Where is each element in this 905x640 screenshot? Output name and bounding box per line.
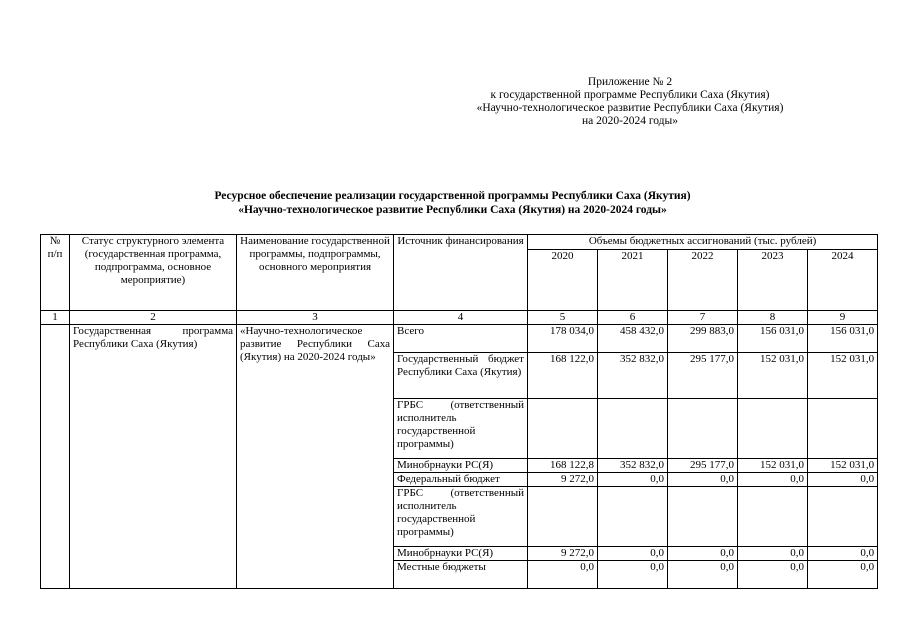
header-year: 2021 (598, 250, 668, 311)
column-number: 7 (668, 311, 738, 325)
value-cell: 0,0 (668, 473, 738, 487)
value-cell: 0,0 (808, 473, 878, 487)
header-status: Статус структурного элемента (государственная программа, подпрограмма, основное мероприятие) (70, 235, 237, 311)
header-source: Источник финансирования (394, 235, 528, 311)
appendix-header (440, 76, 820, 128)
header-year: 2024 (808, 250, 878, 311)
source-cell: Минобрнауки РС(Я) (394, 547, 528, 561)
value-cell: 156 031,0 (808, 325, 878, 353)
header-year: 2023 (738, 250, 808, 311)
value-cell: 0,0 (598, 547, 668, 561)
value-cell (668, 399, 738, 459)
column-number: 3 (237, 311, 394, 325)
value-cell: 0,0 (808, 547, 878, 561)
value-cell: 0,0 (668, 561, 738, 589)
value-cell: 458 432,0 (598, 325, 668, 353)
column-number: 4 (394, 311, 528, 325)
value-cell: 152 031,0 (808, 353, 878, 399)
value-cell: 156 031,0 (738, 325, 808, 353)
row-number-cell (41, 325, 70, 589)
value-cell (528, 399, 598, 459)
value-cell: 168 122,8 (528, 459, 598, 473)
value-cell: 152 031,0 (738, 353, 808, 399)
value-cell: 152 031,0 (808, 459, 878, 473)
document-title (60, 189, 845, 217)
value-cell: 0,0 (668, 547, 738, 561)
appendix-line: Приложение № 2 (587, 76, 673, 88)
value-cell: 0,0 (528, 561, 598, 589)
value-cell (598, 399, 668, 459)
source-cell: Минобрнауки РС(Я) (394, 459, 528, 473)
value-cell: 168 122,0 (528, 353, 598, 399)
source-cell: Государственный бюджет Республики Саха (Якутия) (394, 353, 528, 399)
value-cell: 0,0 (738, 561, 808, 589)
column-number: 8 (738, 311, 808, 325)
title-line: «Научно-технологическое развитие Республики Саха (Якутия) на 2020-2024 годы» (238, 204, 667, 216)
value-cell: 152 031,0 (738, 459, 808, 473)
value-cell: 352 832,0 (598, 353, 668, 399)
column-number: 2 (70, 311, 237, 325)
value-cell: 299 883,0 (668, 325, 738, 353)
appendix-line: на 2020-2024 годы» (581, 115, 678, 127)
column-number: 6 (598, 311, 668, 325)
value-cell: 295 177,0 (668, 459, 738, 473)
appendix-line: к государственной программе Республики Саха (Якутия) (490, 89, 770, 101)
header-num: № п/п (41, 235, 70, 311)
status-cell: Государственная программа Республики Саха (Якутия) (70, 325, 237, 589)
value-cell (808, 487, 878, 547)
value-cell (808, 399, 878, 459)
source-cell: Всего (394, 325, 528, 353)
value-cell: 0,0 (598, 561, 668, 589)
value-cell (528, 487, 598, 547)
value-cell: 9 272,0 (528, 547, 598, 561)
value-cell (738, 487, 808, 547)
header-name: Наименование государственной программы, подпрограммы, основного мероприятия (237, 235, 394, 311)
value-cell: 0,0 (738, 473, 808, 487)
value-cell: 178 034,0 (528, 325, 598, 353)
source-cell: ГРБС (ответственный исполнитель государственной программы) (394, 487, 528, 547)
header-year: 2022 (668, 250, 738, 311)
source-cell: ГРБС (ответственный исполнитель государственной программы) (394, 399, 528, 459)
source-cell: Местные бюджеты (394, 561, 528, 589)
program-name-cell: «Научно-технологическое развитие Республики Саха (Якутия) на 2020-2024 годы» (237, 325, 394, 589)
column-number: 5 (528, 311, 598, 325)
table-row (41, 325, 878, 353)
value-cell (598, 487, 668, 547)
value-cell: 352 832,0 (598, 459, 668, 473)
value-cell (738, 399, 808, 459)
column-number: 1 (41, 311, 70, 325)
value-cell: 295 177,0 (668, 353, 738, 399)
value-cell: 0,0 (598, 473, 668, 487)
header-year: 2020 (528, 250, 598, 311)
value-cell: 9 272,0 (528, 473, 598, 487)
appendix-line: «Научно-технологическое развитие Республики Саха (Якутия) (476, 102, 784, 114)
source-cell: Федеральный бюджет (394, 473, 528, 487)
value-cell (668, 487, 738, 547)
header-volumes: Объемы бюджетных ассигнований (тыс. рублей) (528, 235, 878, 250)
column-number-row (41, 311, 878, 325)
column-number: 9 (808, 311, 878, 325)
resource-table (40, 234, 878, 589)
title-line: Ресурсное обеспечение реализации государственной программы Республики Саха (Якутия) (214, 190, 691, 202)
value-cell: 0,0 (808, 561, 878, 589)
value-cell: 0,0 (738, 547, 808, 561)
